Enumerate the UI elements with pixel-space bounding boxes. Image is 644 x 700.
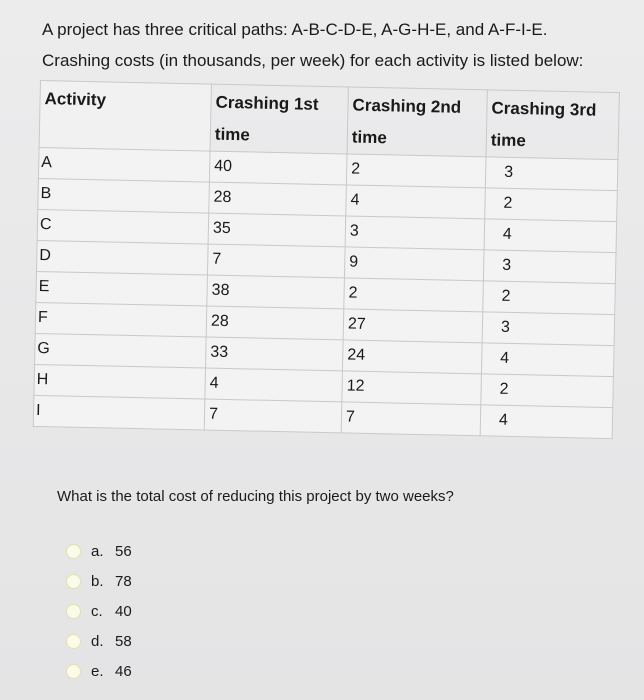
option-value: 58 xyxy=(115,632,132,650)
intro-line-1: A project has three critical paths: A-B-C-D-E, A-G-H-E, and A-F-I-E. xyxy=(42,20,548,39)
cell-crash-2: 7 xyxy=(341,402,481,436)
cell-crash-2: 3 xyxy=(345,216,485,250)
option-b[interactable] xyxy=(66,566,132,596)
option-letter: c. xyxy=(91,602,103,620)
option-e[interactable] xyxy=(66,656,132,686)
cell-activity: C xyxy=(37,209,209,244)
cell-crash-1: 4 xyxy=(205,368,343,402)
cell-activity: E xyxy=(36,271,208,306)
cell-crash-3: 2 xyxy=(483,281,616,315)
cell-crash-3: 3 xyxy=(482,312,615,346)
cell-crash-3: 4 xyxy=(481,343,614,377)
cell-crash-3: 3 xyxy=(485,157,618,191)
cell-crash-2: 4 xyxy=(346,185,486,219)
cell-crash-3: 4 xyxy=(484,219,617,253)
cell-activity: H xyxy=(34,364,206,399)
cell-activity: D xyxy=(36,240,208,275)
cell-crash-1: 7 xyxy=(207,244,345,278)
option-letter: a. xyxy=(91,542,104,560)
header-crash-3: Crashing 3rd time xyxy=(486,90,619,160)
cell-crash-2: 12 xyxy=(342,371,482,405)
cell-crash-1: 33 xyxy=(206,337,344,371)
cell-crash-2: 2 xyxy=(346,154,486,188)
option-letter: d. xyxy=(91,632,104,650)
cell-crash-2: 27 xyxy=(343,309,483,343)
cell-crash-2: 24 xyxy=(342,340,482,374)
cell-crash-3: 4 xyxy=(480,405,613,439)
cell-crash-1: 28 xyxy=(209,182,347,216)
radio-button[interactable] xyxy=(66,604,81,619)
option-a[interactable] xyxy=(66,536,132,566)
cell-activity: F xyxy=(35,302,207,337)
question-text: What is the total cost of reducing this project by two weeks? xyxy=(57,488,454,505)
cell-activity: A xyxy=(38,147,210,182)
radio-button[interactable] xyxy=(66,544,81,559)
header-activity: Activity xyxy=(39,81,211,152)
problem-intro xyxy=(42,18,583,80)
answer-options xyxy=(66,536,132,686)
cell-crash-3: 3 xyxy=(483,250,616,284)
crashing-cost-table xyxy=(33,80,620,439)
radio-button[interactable] xyxy=(66,664,81,679)
cell-crash-1: 28 xyxy=(206,306,344,340)
cell-crash-1: 7 xyxy=(204,399,342,433)
cell-activity: I xyxy=(33,395,205,430)
option-letter: b. xyxy=(91,572,104,590)
cell-crash-1: 38 xyxy=(207,275,345,309)
header-crash-1: Crashing 1st time xyxy=(210,84,348,154)
intro-line-2: Crashing costs (in thousands, per week) for each activity is listed below: xyxy=(42,51,584,70)
cell-crash-3: 2 xyxy=(485,188,618,222)
option-letter: e. xyxy=(91,662,104,680)
cell-crash-1: 40 xyxy=(209,151,347,185)
option-value: 78 xyxy=(115,572,132,590)
option-value: 46 xyxy=(115,662,132,680)
cell-activity: B xyxy=(38,178,210,213)
radio-button[interactable] xyxy=(66,574,81,589)
cell-crash-1: 35 xyxy=(208,213,346,247)
option-value: 56 xyxy=(115,542,132,560)
option-d[interactable] xyxy=(66,626,132,656)
table-header-row xyxy=(39,81,619,160)
cell-crash-2: 2 xyxy=(344,278,484,312)
cell-activity: G xyxy=(35,333,207,368)
option-value: 40 xyxy=(115,602,132,620)
option-c[interactable] xyxy=(66,596,132,626)
header-crash-2: Crashing 2nd time xyxy=(347,87,487,157)
cell-crash-3: 2 xyxy=(481,374,614,408)
radio-button[interactable] xyxy=(66,634,81,649)
cell-crash-2: 9 xyxy=(344,247,484,281)
